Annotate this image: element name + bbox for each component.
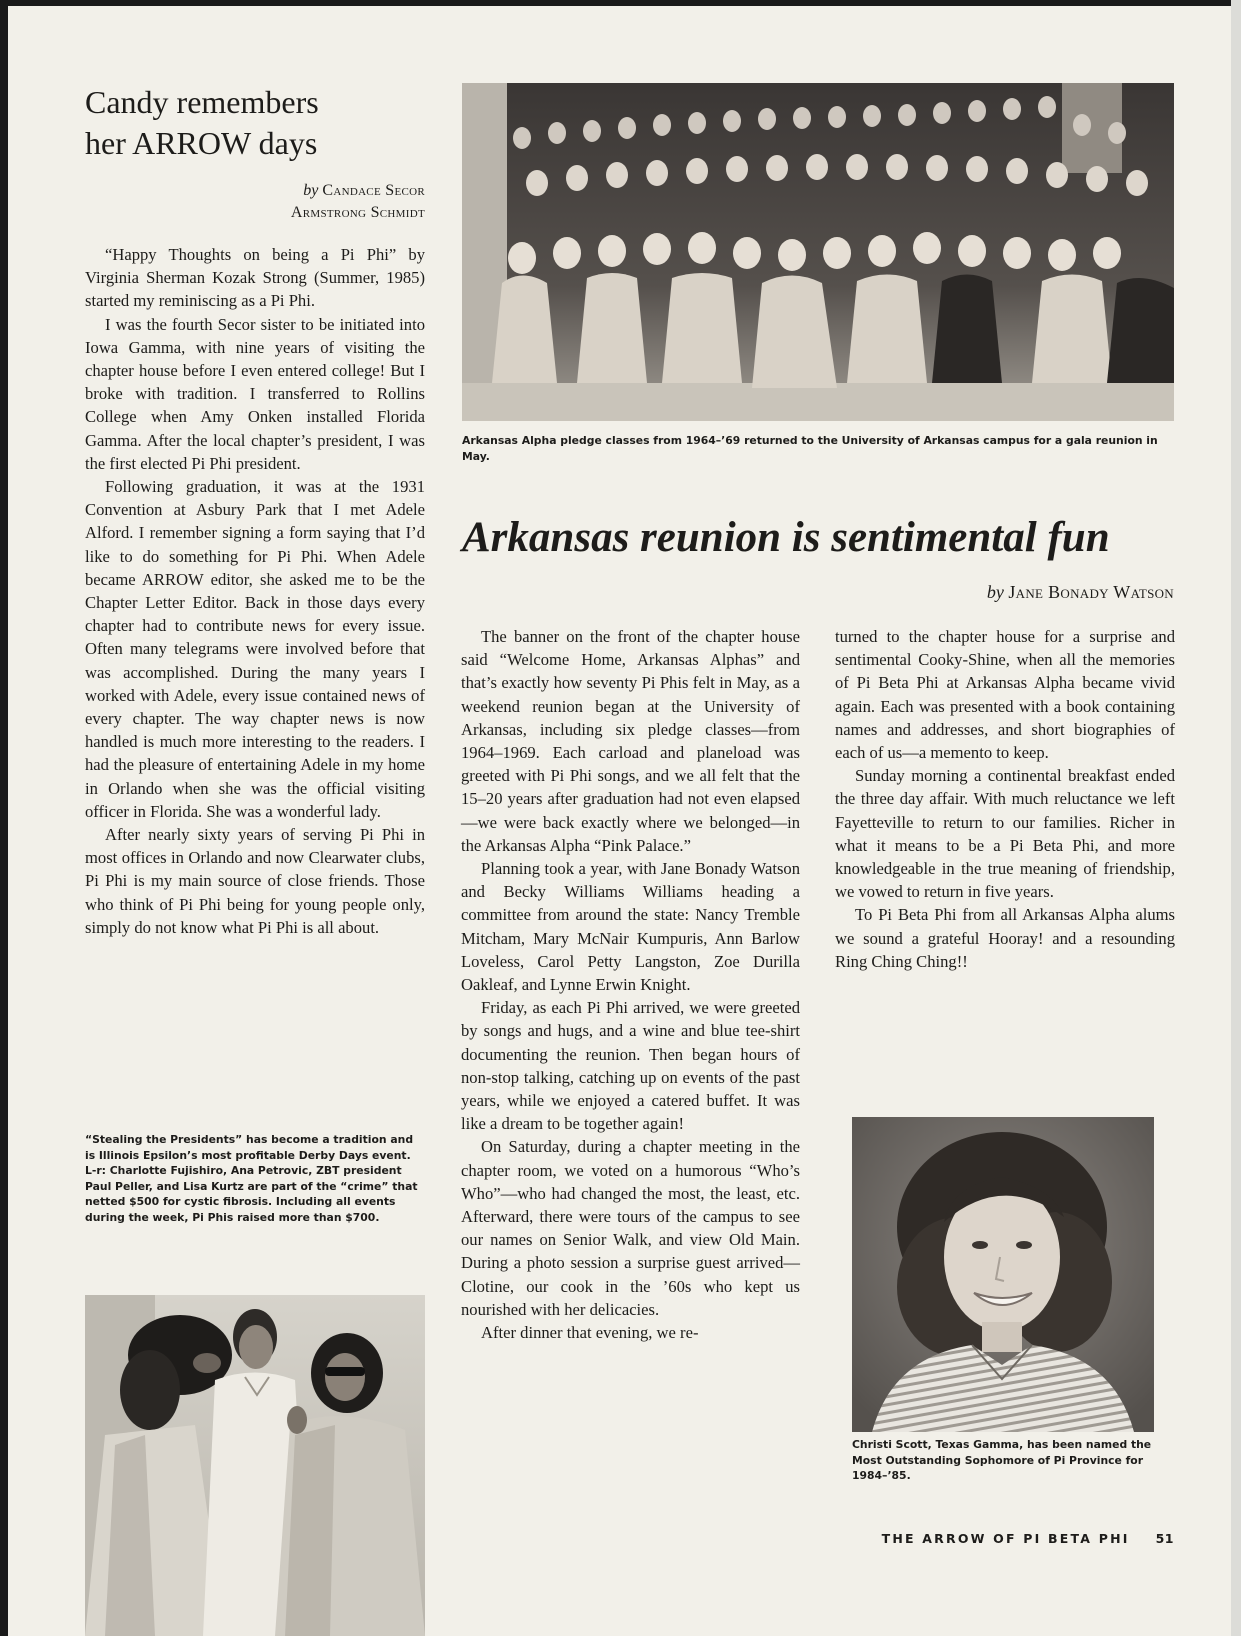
paragraph: Following graduation, it was at the 1931 Convention at Asbury Park that I met Adele Alford. I remember signing a form saying that I’d like to do something for Pi Phi. When Adele became ARROW editor, she asked me to be the Chapter Letter Editor. Back in those days every chapter had to contribute news for every issue. Often many telegrams were involved before that was accomplished. During the many years I worked with Adele, every issue contained news of every chapter. The way chapter news is now handled is much more interesting to the readers. I had the pleasure of entertaining Adele in my home in Orlando when she was the official visiting officer in Florida. She was a wonderful lady. — [85, 477, 425, 821]
paragraph: Planning took a year, with Jane Bonady Watson and Becky Williams Williams heading a committee from around the state: Nancy Tremble Mitcham, Mary McNair Kumpuris, Ann Barlow Loveless, Carol Petty Langston, Zoe Durilla Oakleaf, and Lynne Erwin Knight. — [461, 859, 800, 995]
left-title-line2: her ARROW days — [85, 125, 318, 161]
derby-days-photo — [85, 1295, 425, 1636]
byline-by: by — [986, 582, 1004, 602]
paragraph: “Happy Thoughts on being a Pi Phi” by Virginia Sherman Kozak Strong (Summer, 1985) started my reminiscing as a Pi Phi. — [85, 245, 425, 311]
page-edge-left — [0, 0, 8, 1636]
paragraph: The banner on the front of the chapter house said “Welcome Home, Arkansas Alphas” and that’s exactly how seventy Pi Phis felt in May, as a weekend reunion began at the University of Arkansas, including six pledge classes—from 1964–1969. Each carload and planeload was greeted with Pi Phi songs, and we all felt that the 15–20 years after graduation had not even elapsed—we were back exactly where we belonged—in the Arkansas Alpha “Pink Palace.” — [461, 627, 800, 855]
right-article-title: Arkansas reunion is sentimental fun — [462, 514, 1110, 561]
page-number: 51 — [1155, 1531, 1174, 1546]
paragraph: After dinner that evening, we re- — [481, 1323, 699, 1343]
publication-name: THE ARROW OF PI BETA PHI — [881, 1531, 1130, 1546]
right-article-byline — [462, 580, 1174, 604]
christi-scott-portrait — [852, 1117, 1154, 1432]
page-edge-right — [1231, 0, 1241, 1636]
paragraph: On Saturday, during a chapter meeting in the chapter room, we voted on a humorous “Who’s Who”—who had changed the most, the least, etc. Afterward, there were tours of the campus to see our names on Senior Walk, and view Old Main. During a photo session a surprise guest arrived—Clotine, our cook in the ’60s who kept us nourished with her delicacies. — [461, 1137, 800, 1319]
page-footer — [860, 1531, 1174, 1546]
portrait-photo-caption: Christi Scott, Texas Gamma, has been named the Most Outstanding Sophomore of Pi Province for 1984–’85. — [852, 1438, 1152, 1482]
paragraph: I was the fourth Secor sister to be initiated into Iowa Gamma, with nine years of visiting the chapter house before I even entered college! But I broke with tradition. I transferred to Rollins College when Amy Onken installed Florida Gamma. After the local chapter’s president, I was the first elected Pi Phi president. — [85, 314, 425, 473]
paragraph: turned to the chapter house for a surprise and sentimental Cooky-Shine, when all the memories of Pi Beta Phi at Arkansas Alpha became vivid again. Each was presented with a book containing names and addresses, and short biographies of each of us—a memento to keep. — [835, 627, 1175, 763]
byline-name-2: Armstrong Schmidt — [290, 204, 425, 221]
right-article-body-col1 — [461, 625, 800, 1344]
group-photo-caption: Arkansas Alpha pledge classes from 1964–’69 returned to the University of Arkansas campus for a gala reunion in May. — [462, 434, 1158, 463]
paragraph: After nearly sixty years of serving Pi Phi in most offices in Orlando and now Clearwater clubs, Pi Phi is my main source of close friends. Those who think of Pi Phi being for young people only, simply do not know what Pi Phi is all about. — [85, 825, 425, 937]
reunion-group-photo — [462, 83, 1174, 421]
paragraph: Sunday morning a continental breakfast ended the three day affair. With much reluctance we left Fayetteville to return to our families. Richer in what it means to be a Pi Beta Phi, and more knowledgeable in the true meaning of friendship, we vowed to return in five years. — [835, 766, 1175, 902]
left-article-byline — [85, 180, 425, 224]
paragraph: To Pi Beta Phi from all Arkansas Alpha alums we sound a grateful Hooray! and a resounding Ring Ching Ching!! — [835, 905, 1175, 971]
right-article-body-col2 — [835, 625, 1175, 973]
left-title-line1: Candy remembers — [85, 84, 319, 120]
byline-name: Jane Bonady Watson — [1008, 582, 1174, 602]
byline-by: by — [303, 182, 319, 199]
page-edge-top — [0, 0, 1241, 6]
left-article-title — [85, 82, 425, 164]
derby-photo-caption: “Stealing the Presidents” has become a tradition and is Illinois Epsilon’s most profitable Derby Days event. L-r: Charlotte Fujishiro, Ana Petrovic, ZBT president Paul Peller, and Lisa Kurtz are part of the “crime” that netted $500 for cystic fibrosis. Including all events during the week, Pi Phis raised more than $700. — [85, 1133, 418, 1224]
byline-name-1: Candace Secor — [322, 182, 425, 199]
paragraph: Friday, as each Pi Phi arrived, we were greeted by songs and hugs, and a wine and blue tee-shirt documenting the reunion. Then began hours of non-stop talking, catching up on events of the past years, while we enjoyed a catered buffet. It was like a dream to be together again! — [461, 998, 800, 1134]
left-article-body — [85, 243, 425, 939]
